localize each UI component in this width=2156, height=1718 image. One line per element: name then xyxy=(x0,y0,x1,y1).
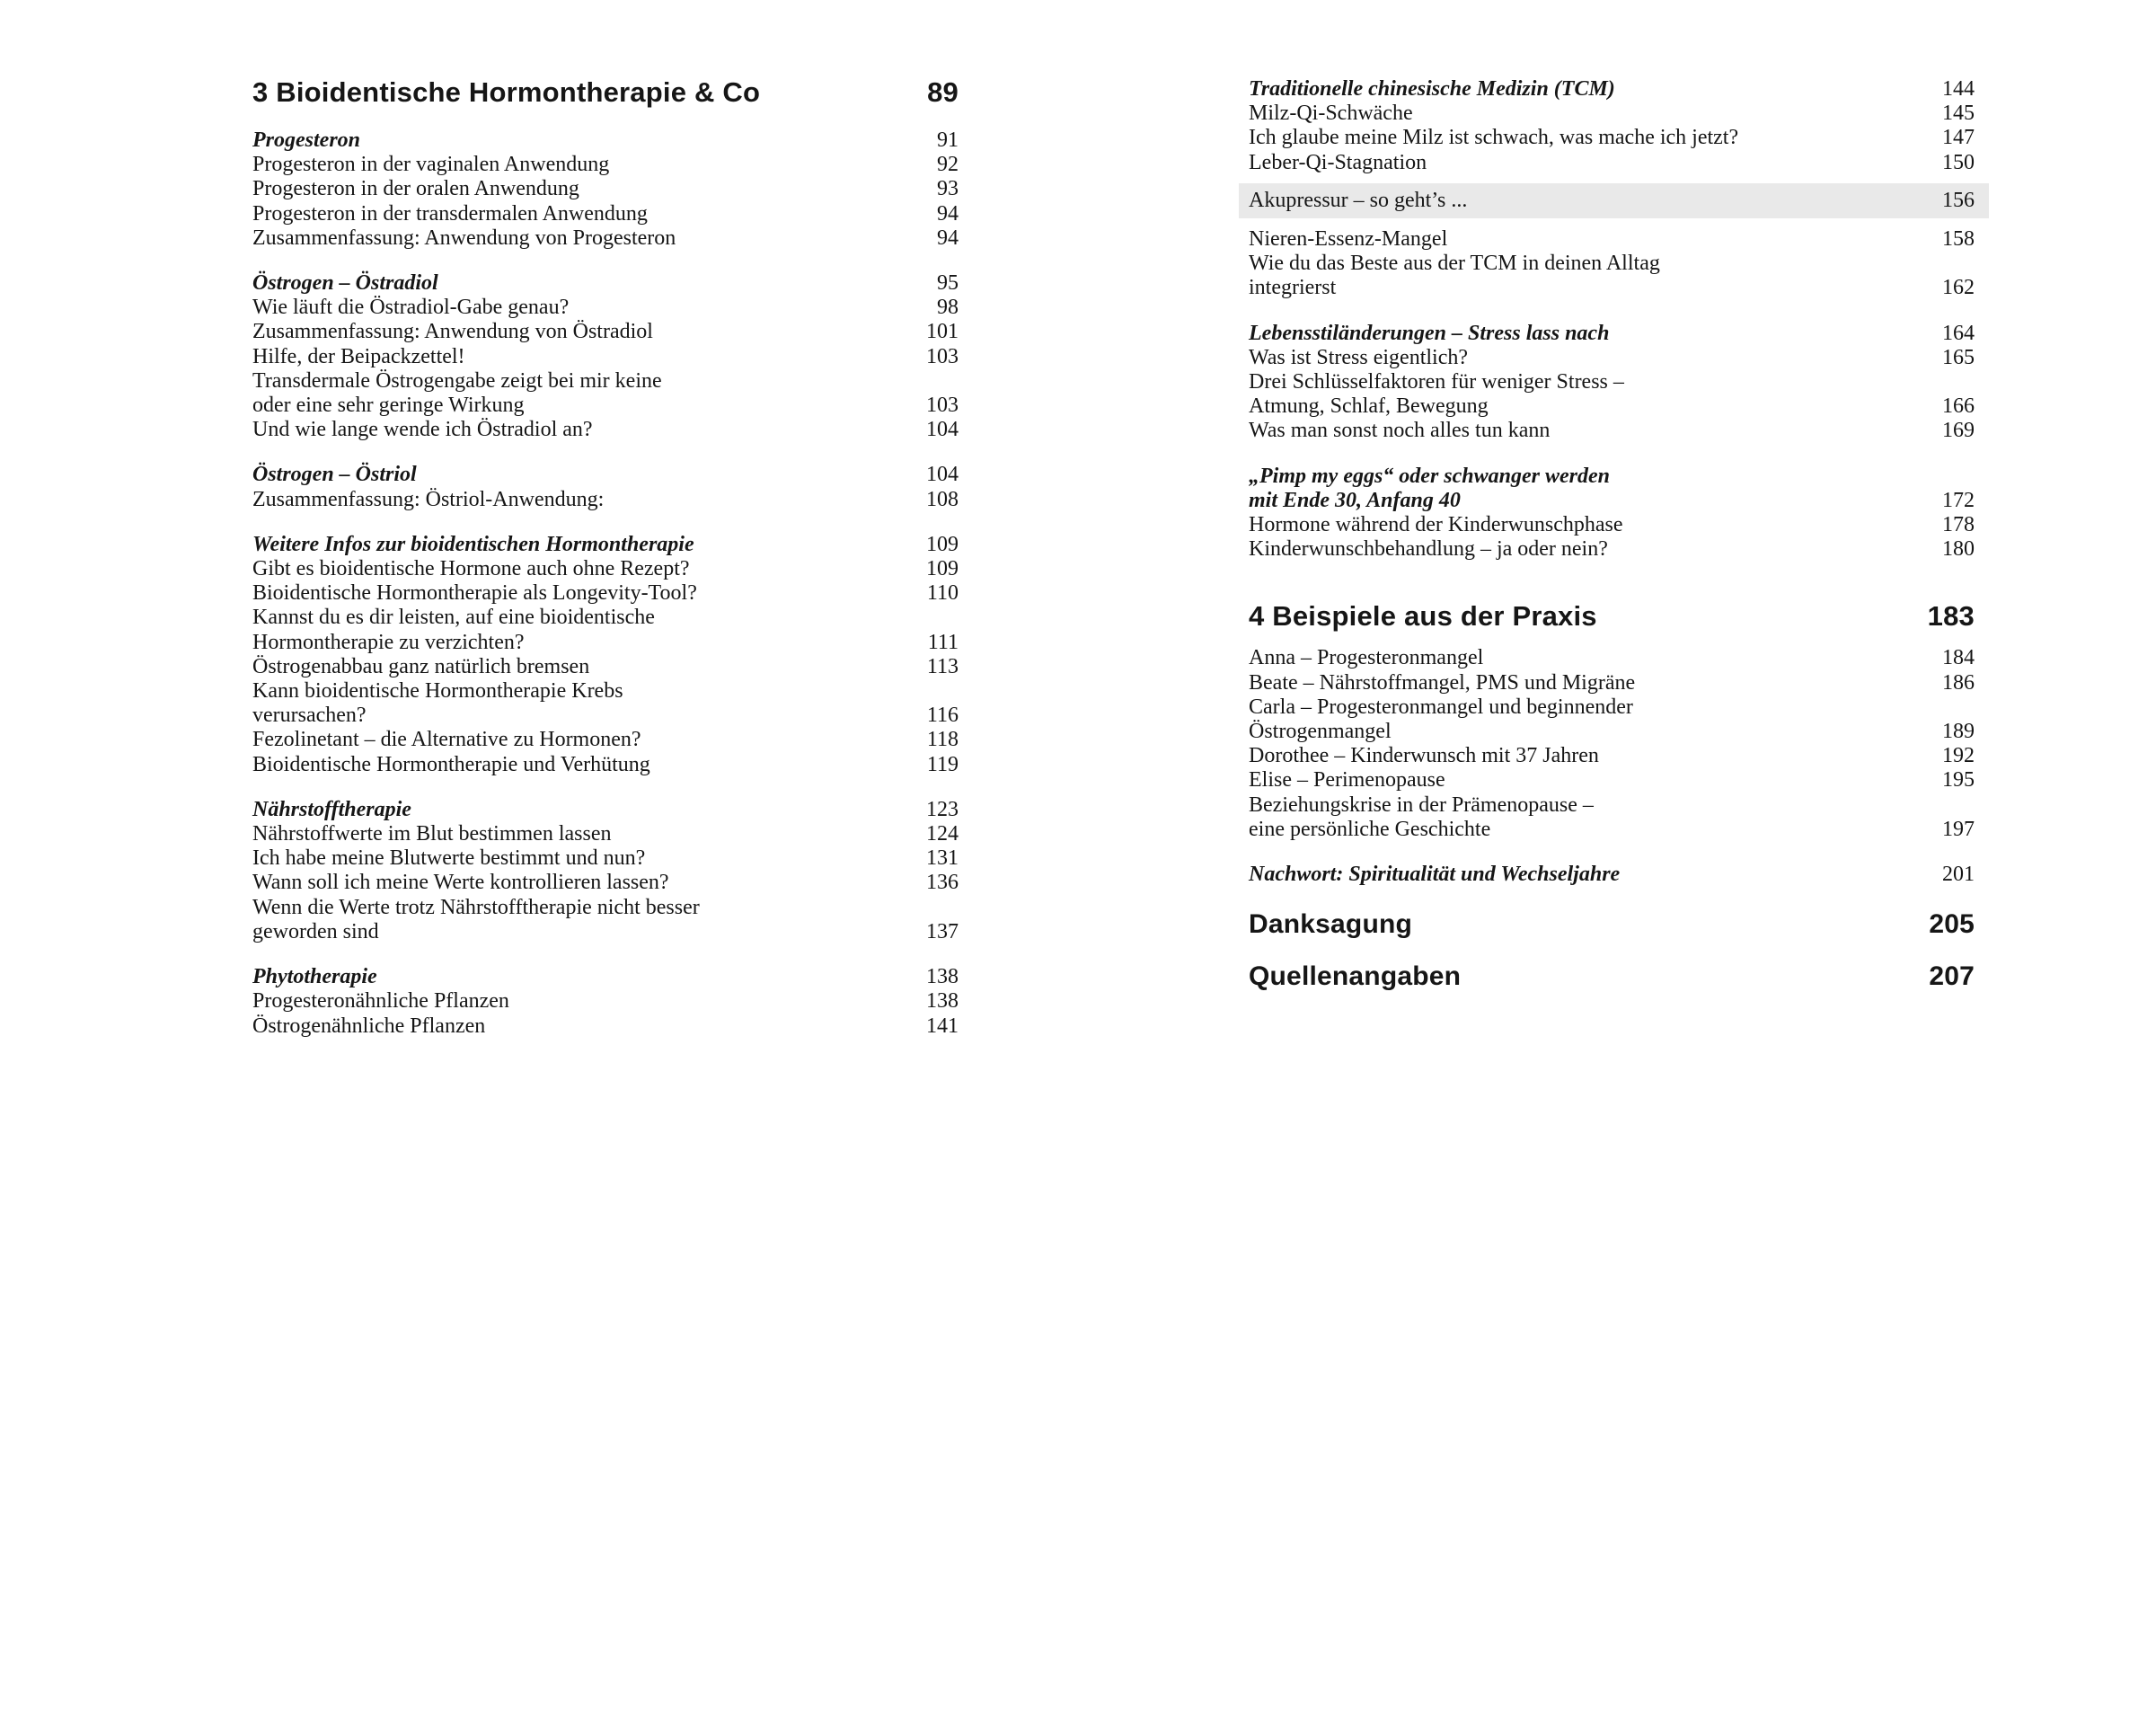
toc-row xyxy=(1249,346,1975,370)
toc-entry-line: Lebensstiländerungen – Stress lass nach xyxy=(1249,321,1610,345)
toc-row xyxy=(252,296,959,320)
toc-entry-line: Zusammenfassung: Anwendung von Progesteron xyxy=(252,226,676,250)
toc-entry-line: Östrogenabbau ganz natürlich bremsen xyxy=(252,654,590,678)
toc-entry-title xyxy=(252,798,912,822)
toc-entry-title xyxy=(1249,601,1913,632)
toc-row xyxy=(1249,465,1975,513)
toc-page-number: 104 xyxy=(926,463,959,487)
toc-entry-title xyxy=(1249,252,1928,300)
toc-entry-title xyxy=(252,271,923,296)
toc-page-number: 94 xyxy=(937,201,959,226)
toc-entry-line: Östrogenähnliche Pflanzen xyxy=(252,1014,486,1038)
toc-page-number: 145 xyxy=(1942,102,1975,126)
toc-page-number: 150 xyxy=(1942,150,1975,174)
toc-entry-title xyxy=(1249,419,1928,443)
toc-row xyxy=(252,581,959,606)
toc-entry-line: Nährstoffwerte im Blut bestimmen lassen xyxy=(252,822,612,846)
toc-entry-line: Beziehungskrise in der Prämenopause – xyxy=(1249,793,1594,817)
toc-row xyxy=(1249,695,1975,744)
toc-entry-title xyxy=(252,128,923,153)
toc-entry-line: Hormontherapie zu verzichten? xyxy=(252,630,525,654)
toc-row xyxy=(252,871,959,895)
toc-row xyxy=(252,177,959,201)
toc-row xyxy=(1249,768,1975,793)
toc-entry-title xyxy=(252,202,923,226)
toc-entry-title xyxy=(1249,465,1928,513)
toc-entry-title xyxy=(1249,671,1928,695)
toc-page-number: 207 xyxy=(1929,961,1975,992)
toc-entry-line: Atmung, Schlaf, Bewegung xyxy=(1249,394,1489,419)
toc-row xyxy=(1249,537,1975,562)
toc-page-number: 103 xyxy=(926,394,959,418)
toc-row xyxy=(1249,227,1975,252)
toc-page-number: 95 xyxy=(937,271,959,296)
toc-page-number: 162 xyxy=(1942,276,1975,300)
toc-row xyxy=(1249,671,1975,695)
toc-entry-title xyxy=(252,846,912,871)
toc-entry-line: Kannst du es dir leisten, auf eine bioidentische xyxy=(252,606,655,630)
toc-row xyxy=(252,606,959,654)
toc-entry-line: Fezolinetant – die Alternative zu Hormonen? xyxy=(252,728,641,752)
toc-entry-line: Östrogenmangel xyxy=(1249,720,1392,744)
toc-row xyxy=(252,679,959,728)
toc-entry-title xyxy=(252,965,912,989)
toc-entry-title xyxy=(1249,189,1928,213)
toc-row xyxy=(252,128,959,153)
toc-entry-title xyxy=(252,463,912,487)
toc-page-number: 186 xyxy=(1942,670,1975,695)
toc-row xyxy=(252,728,959,752)
toc-page-number: 104 xyxy=(926,418,959,442)
toc-row xyxy=(252,822,959,846)
toc-row xyxy=(1249,961,1975,991)
toc-entry-title xyxy=(252,557,912,581)
toc-page-number: 98 xyxy=(937,296,959,320)
toc-row xyxy=(1249,370,1975,419)
toc-entry-title xyxy=(1249,370,1928,419)
toc-page-number: 108 xyxy=(926,487,959,511)
toc-entry-line: Beate – Nährstoffmangel, PMS und Migräne xyxy=(1249,670,1636,695)
toc-entry-line: Zusammenfassung: Anwendung von Östradiol xyxy=(252,320,653,344)
toc-entry-title xyxy=(252,753,913,777)
toc-entry-line: Progesteron xyxy=(252,128,360,152)
toc-row xyxy=(1249,102,1975,126)
toc-row xyxy=(252,989,959,1014)
toc-page-number: 119 xyxy=(926,752,959,776)
toc-entry-title xyxy=(1249,909,1914,939)
toc-entry-title xyxy=(252,896,912,944)
toc-entry-line: Dorothee – Kinderwunsch mit 37 Jahren xyxy=(1249,744,1599,768)
toc-page-number: 111 xyxy=(927,630,959,654)
toc-page-number: 141 xyxy=(926,1014,959,1038)
toc-page-number: 197 xyxy=(1942,817,1975,841)
toc-row xyxy=(252,798,959,822)
toc-page-number: 138 xyxy=(926,989,959,1014)
toc-entry-title xyxy=(1249,513,1928,537)
toc-entry-line: Nachwort: Spiritualität und Wechseljahre xyxy=(1249,863,1621,887)
toc-entry-title xyxy=(1249,77,1928,102)
toc-page-number: 124 xyxy=(926,822,959,846)
toc-entry-line: Hormone während der Kinderwunschphase xyxy=(1249,513,1623,537)
toc-page-number: 158 xyxy=(1942,227,1975,252)
toc-entry-title xyxy=(252,177,923,201)
toc-entry-title xyxy=(252,345,912,369)
toc-entry-line: Danksagung xyxy=(1249,909,1413,940)
toc-entry-title xyxy=(1249,102,1928,126)
toc-entry-line: mit Ende 30, Anfang 40 xyxy=(1249,488,1461,512)
toc-entry-line: Wie läuft die Östradiol-Gabe genau? xyxy=(252,296,570,320)
toc-page-number: 178 xyxy=(1942,513,1975,537)
toc-page-number: 201 xyxy=(1942,863,1975,887)
toc-row xyxy=(252,488,959,512)
toc-entry-line: Progesteron in der oralen Anwendung xyxy=(252,177,579,201)
toc-entry-line: Carla – Progesteronmangel und beginnender xyxy=(1249,695,1633,719)
toc-page-number: 93 xyxy=(937,177,959,201)
toc-row xyxy=(1249,793,1975,842)
toc-entry-line: integrierst xyxy=(1249,276,1337,300)
toc-entry-line: Kann bioidentische Hormontherapie Krebs xyxy=(252,679,623,704)
toc-entry-title xyxy=(1249,744,1928,768)
toc-row xyxy=(252,77,959,108)
toc-entry-title xyxy=(252,655,913,679)
toc-entry-title xyxy=(1249,646,1928,670)
toc-entry-line: Nährstofftherapie xyxy=(252,797,411,821)
toc-entry-line: Ich glaube meine Milz ist schwach, was mache ich jetzt? xyxy=(1249,126,1739,150)
toc-entry-line: Drei Schlüsselfaktoren für weniger Stress – xyxy=(1249,370,1624,394)
toc-entry-title xyxy=(1249,126,1928,150)
toc-entry-title xyxy=(1249,537,1928,562)
toc-row xyxy=(1249,322,1975,346)
toc-entry-line: „Pimp my eggs“ oder schwanger werden xyxy=(1249,464,1610,488)
toc-row xyxy=(1239,183,1989,218)
toc-row xyxy=(1249,513,1975,537)
toc-page-number: 138 xyxy=(926,965,959,989)
toc-page-number: 165 xyxy=(1942,345,1975,369)
toc-entry-title xyxy=(1249,227,1928,252)
toc-entry-title xyxy=(252,606,914,654)
toc-page-number: 205 xyxy=(1929,909,1975,940)
toc-entry-line: Weitere Infos zur bioidentischen Hormontherapie xyxy=(252,532,694,556)
toc-page-number: 103 xyxy=(926,344,959,368)
toc-entry-line: Wann soll ich meine Werte kontrollieren lassen? xyxy=(252,871,669,895)
toc-row xyxy=(1249,646,1975,670)
toc-page-number: 184 xyxy=(1942,646,1975,670)
toc-row xyxy=(1249,252,1975,300)
toc-row xyxy=(252,753,959,777)
toc-entry-title xyxy=(252,77,913,108)
toc-entry-title xyxy=(1249,695,1928,744)
toc-row xyxy=(252,533,959,557)
toc-entry-line: Zusammenfassung: Östriol-Anwendung: xyxy=(252,487,605,511)
toc-entry-title xyxy=(1249,863,1928,887)
toc-page-number: 136 xyxy=(926,871,959,895)
toc-entry-title xyxy=(252,989,912,1014)
toc-page-number: 109 xyxy=(926,532,959,556)
toc-row xyxy=(1249,77,1975,102)
toc-page-number: 113 xyxy=(926,654,959,678)
toc-entry-title xyxy=(252,226,923,251)
toc-entry-line: Phytotherapie xyxy=(252,965,377,989)
toc-page-number: 164 xyxy=(1942,321,1975,345)
toc-entry-line: Östrogen – Östradiol xyxy=(252,271,438,296)
toc-page-number: 101 xyxy=(926,320,959,344)
toc-entry-line: Anna – Progesteronmangel xyxy=(1249,646,1484,670)
toc-page-number: 166 xyxy=(1942,394,1975,419)
toc-row xyxy=(252,896,959,944)
toc-entry-title xyxy=(252,1014,912,1039)
toc-row xyxy=(252,369,959,418)
toc-row xyxy=(252,202,959,226)
toc-page-number: 195 xyxy=(1942,768,1975,793)
toc-entry-line: Gibt es bioidentische Hormone auch ohne Rezept? xyxy=(252,557,690,581)
toc-page-number: 156 xyxy=(1942,188,1975,212)
toc-entry-line: 3 Bioidentische Hormontherapie & Co xyxy=(252,76,761,108)
toc-row xyxy=(252,226,959,251)
toc-entry-title xyxy=(252,728,913,752)
toc-entry-title xyxy=(252,871,912,895)
toc-entry-line: Elise – Perimenopause xyxy=(1249,768,1445,793)
toc-entry-line: Wie du das Beste aus der TCM in deinen Alltag xyxy=(1249,252,1660,276)
toc-entry-line: Was man sonst noch alles tun kann xyxy=(1249,419,1551,443)
toc-page-number: 91 xyxy=(937,128,959,152)
toc-page-number: 172 xyxy=(1942,488,1975,512)
toc-row xyxy=(1249,744,1975,768)
toc-entry-title xyxy=(252,418,912,442)
toc-row xyxy=(252,1014,959,1039)
toc-page-number: 118 xyxy=(926,728,959,752)
toc-entry-line: Und wie lange wende ich Östradiol an? xyxy=(252,418,593,442)
toc-page-number: 131 xyxy=(926,846,959,871)
toc-entry-title xyxy=(252,533,912,557)
toc-row xyxy=(1249,151,1975,175)
toc-row xyxy=(1249,863,1975,887)
toc-entry-line: Ich habe meine Blutwerte bestimmt und nun? xyxy=(252,846,646,871)
toc-row xyxy=(252,345,959,369)
toc-row xyxy=(252,463,959,487)
toc-entry-line: Nieren-Essenz-Mangel xyxy=(1249,227,1448,252)
toc-entry-title xyxy=(252,488,912,512)
toc-entry-line: Milz-Qi-Schwäche xyxy=(1249,102,1413,126)
toc-entry-title xyxy=(252,679,913,728)
toc-page-number: 109 xyxy=(926,557,959,581)
toc-entry-line: Progesteron in der vaginalen Anwendung xyxy=(252,153,610,177)
toc-page-number: 92 xyxy=(937,153,959,177)
toc-column-left xyxy=(252,77,959,1039)
toc-row xyxy=(252,153,959,177)
toc-entry-line: Traditionelle chinesische Medizin (TCM) xyxy=(1249,77,1615,101)
toc-entry-title xyxy=(252,822,912,846)
toc-entry-line: Bioidentische Hormontherapie und Verhütung xyxy=(252,752,650,776)
toc-page-number: 147 xyxy=(1942,126,1975,150)
toc-page-number: 116 xyxy=(926,704,959,728)
toc-entry-line: verursachen? xyxy=(252,704,367,728)
toc-entry-line: Bioidentische Hormontherapie als Longevity-Tool? xyxy=(252,581,697,606)
toc-page-number: 169 xyxy=(1942,419,1975,443)
toc-column-right xyxy=(1249,77,1975,991)
toc-row xyxy=(252,846,959,871)
toc-entry-title xyxy=(252,153,923,177)
toc-row xyxy=(1249,601,1975,632)
toc-entry-line: Kinderwunschbehandlung – ja oder nein? xyxy=(1249,537,1608,562)
toc-entry-line: eine persönliche Geschichte xyxy=(1249,817,1491,841)
toc-page-number: 180 xyxy=(1942,537,1975,562)
toc-row xyxy=(252,557,959,581)
toc-entry-line: Was ist Stress eigentlich? xyxy=(1249,345,1469,369)
toc-row xyxy=(252,320,959,344)
toc-entry-line: Akupressur – so geht’s ... xyxy=(1249,188,1468,212)
toc-entry-title xyxy=(1249,322,1928,346)
toc-entry-line: geworden sind xyxy=(252,919,379,943)
toc-entry-line: oder eine sehr geringe Wirkung xyxy=(252,394,525,418)
toc-entry-title xyxy=(252,296,923,320)
toc-entry-line: 4 Beispiele aus der Praxis xyxy=(1249,600,1597,633)
toc-entry-title xyxy=(252,581,913,606)
toc-page-number: 192 xyxy=(1942,744,1975,768)
toc-row xyxy=(252,271,959,296)
toc-page-number: 189 xyxy=(1942,720,1975,744)
toc-entry-title xyxy=(1249,151,1928,175)
toc-row xyxy=(252,965,959,989)
toc-entry-title xyxy=(1249,768,1928,793)
toc-page-number: 137 xyxy=(926,919,959,943)
toc-entry-line: Progesteron in der transdermalen Anwendung xyxy=(252,201,648,226)
toc-entry-line: Hilfe, der Beipackzettel! xyxy=(252,344,465,368)
toc-row xyxy=(1249,419,1975,443)
toc-page-number: 94 xyxy=(937,226,959,250)
toc-entry-line: Transdermale Östrogengabe zeigt bei mir keine xyxy=(252,368,662,393)
toc-entry-title xyxy=(1249,961,1914,991)
toc-page-number: 144 xyxy=(1942,77,1975,101)
toc-row xyxy=(252,418,959,442)
toc-entry-title xyxy=(1249,793,1928,842)
toc-entry-title xyxy=(252,369,912,418)
toc-entry-line: Progesteronähnliche Pflanzen xyxy=(252,989,509,1014)
toc-page-number: 183 xyxy=(1927,600,1975,633)
toc-entry-line: Leber-Qi-Stagnation xyxy=(1249,150,1427,174)
toc-entry-line: Östrogen – Östriol xyxy=(252,463,417,487)
toc-row xyxy=(1249,909,1975,939)
toc-page-number: 110 xyxy=(926,581,959,606)
toc-row xyxy=(1249,126,1975,150)
toc-entry-title xyxy=(1249,346,1928,370)
toc-entry-line: Wenn die Werte trotz Nährstofftherapie nicht besser xyxy=(252,895,700,919)
toc-page-number: 89 xyxy=(927,76,959,108)
toc-row xyxy=(252,655,959,679)
toc-page-number: 123 xyxy=(926,797,959,821)
toc-entry-title xyxy=(252,320,912,344)
toc-entry-line: Quellenangaben xyxy=(1249,961,1462,992)
